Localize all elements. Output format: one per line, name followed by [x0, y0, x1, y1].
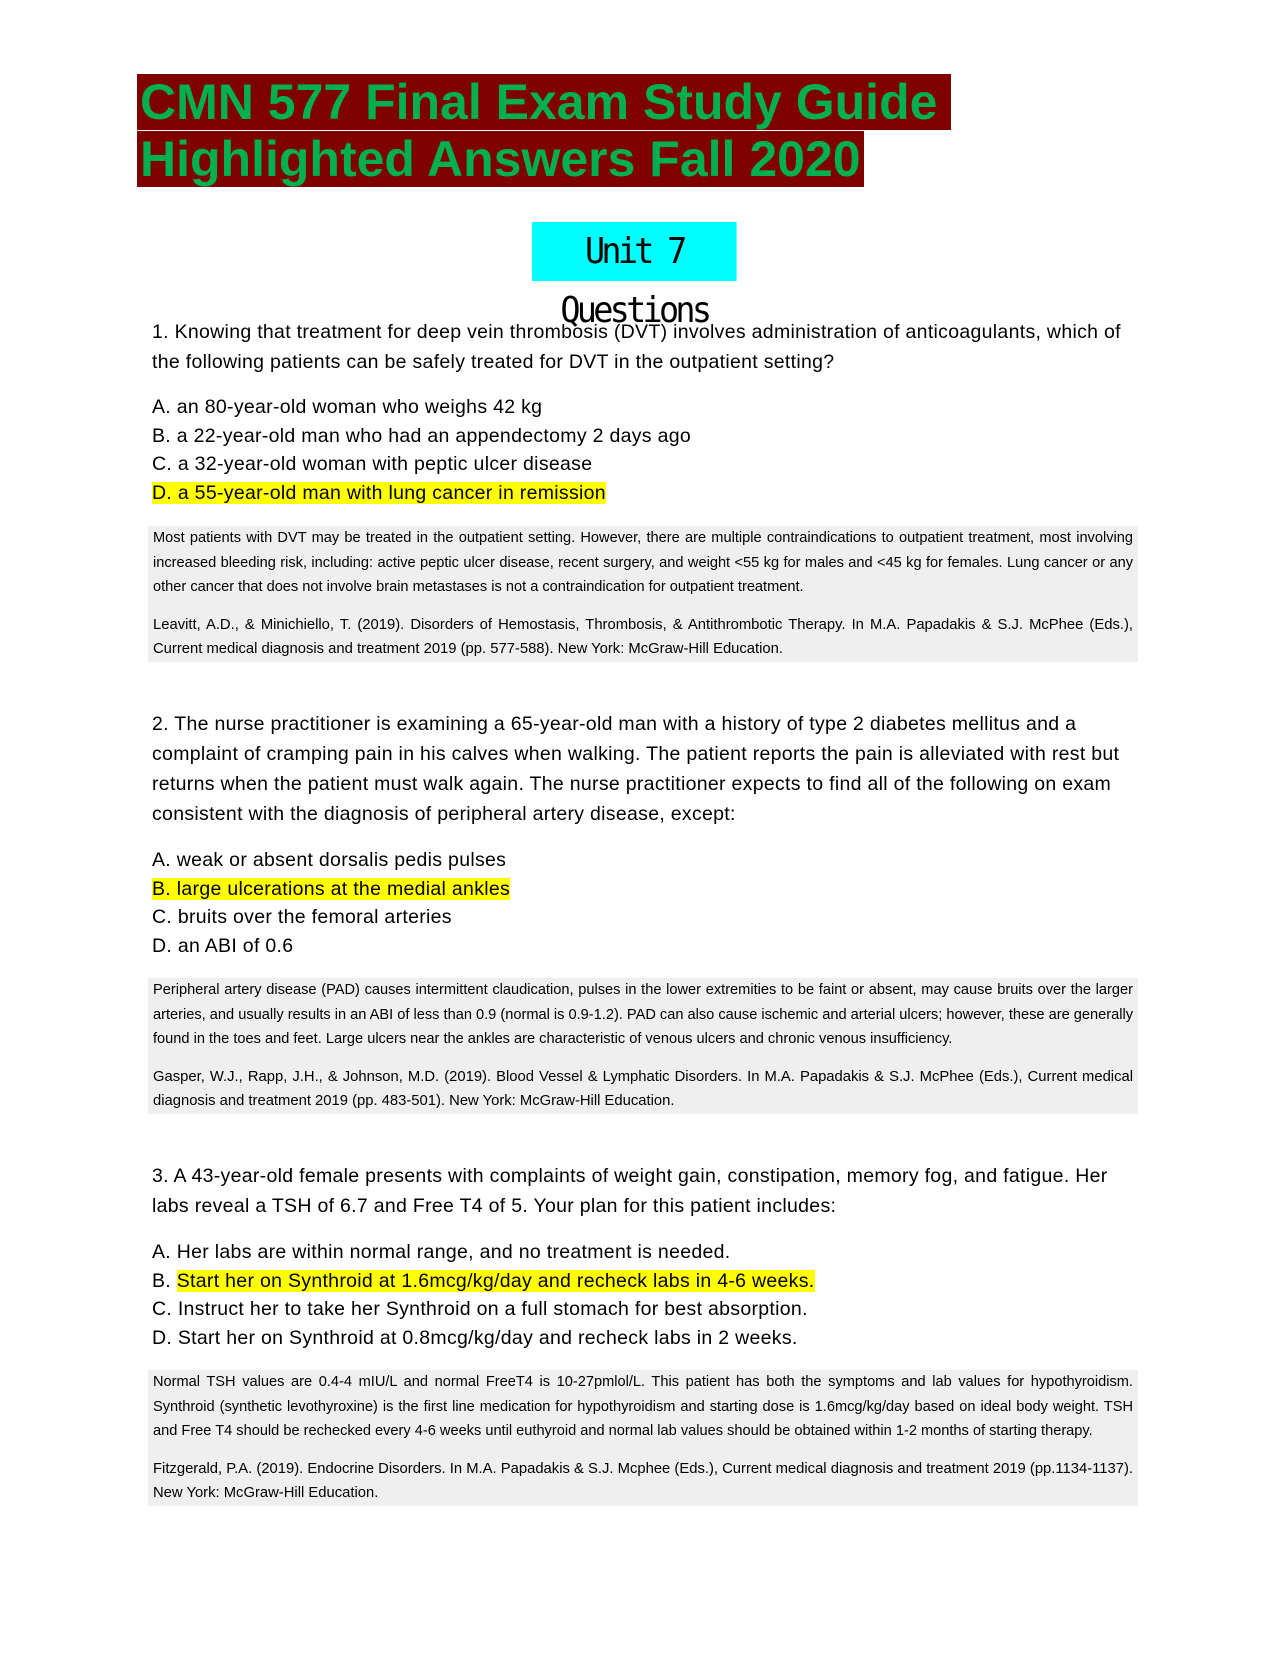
question-3-reference: Fitzgerald, P.A. (2019). Endocrine Disorders. In M.A. Papadakis & S.J. Mcphee (Eds.), Current medical diagnosis and treatment 2019 (pp.1134-1137). New York: McGraw-Hill Education. — [153, 1460, 1133, 1501]
question-1-explanation: Most patients with DVT may be treated in the outpatient setting. However, there are multiple contraindications to outpatient treatment, most involving increased bleeding risk, including: active peptic ulcer disease, recent surgery, and weight <55 kg for males and <45 kg for females. Lung cancer or any other cancer that does not involve brain metastases is not a contraindication for outpatient treatment. — [153, 530, 1133, 595]
question-3-options — [152, 1238, 1137, 1352]
question-1-reference: Leavitt, A.D., & Minichiello, T. (2019). Disorders of Hemostasis, Thrombosis, & Antithrombotic Therapy. In M.A. Papadakis & S.J. McPhee (Eds.), Current medical diagnosis and treatment 2019 (pp. 577-588). New York: McGraw-Hill Education. — [153, 616, 1133, 657]
question-1-option-d-answer: D. a 55-year-old man with lung cancer in remission — [152, 481, 606, 504]
question-2-option-c: C. bruits over the femoral arteries — [152, 906, 452, 928]
question-1-option-c: C. a 32-year-old woman with peptic ulcer disease — [152, 453, 593, 475]
question-2-option-a: A. weak or absent dorsalis pedis pulses — [152, 849, 507, 871]
document-title — [137, 74, 957, 188]
question-2-options — [152, 846, 1137, 960]
question-1-option-b: B. a 22-year-old man who had an appendectomy 2 days ago — [152, 424, 692, 447]
question-3-option-b-answer: Start her on Synthroid at 1.6mcg/kg/day and recheck labs in 4-6 weeks. — [176, 1269, 815, 1292]
question-3-option-d: D. Start her on Synthroid at 0.8mcg/kg/day and recheck labs in 2 weeks. — [152, 1326, 798, 1349]
question-2-reference: Gasper, W.J., Rapp, J.H., & Johnson, M.D. (2019). Blood Vessel & Lymphatic Disorders. In M.A. Papadakis & S.J. McPhee (Eds.), Current medical diagnosis and treatment 2019 (pp. 483-501). New York: McGraw-Hill Education. — [153, 1068, 1133, 1109]
question-2-explanation: Peripheral artery disease (PAD) causes intermittent claudication, pulses in the lower extremities to be faint or absent, may cause bruits over the larger arteries, and usually results in an ABI of less than 0.9 (normal is 0.9-1.2). PAD can also cause ischemic and arterial ulcers; however, these are generally found in the toes and feet. Large ulcers near the ankles are characteristic of venous ulcers and chronic venous insufficiency. — [153, 982, 1133, 1047]
question-3-explanation-box — [148, 1370, 1138, 1506]
question-2-option-d: D. an ABI of 0.6 — [152, 934, 294, 957]
question-3-explanation: Normal TSH values are 0.4-4 mIU/L and normal FreeT4 is 10-27pmlol/L. This patient has both the symptoms and lab values for hypothyroidism. Synthroid (synthetic levothyroxine) is the first line medication for hypothyroidism and starting dose is 1.6mcg/kg/day based on ideal body weight. TSH and Free T4 should be rechecked every 4-6 weeks until euthyroid and normal lab values should be obtained within 1-2 months of starting therapy. — [153, 1374, 1133, 1439]
question-3-stem: 3. A 43-year-old female presents with complaints of weight gain, constipation, memory fog, and fatigue. Her labs reveal a TSH of 6.7 and Free T4 of 5. Your plan for this patient includes: — [152, 1165, 1108, 1217]
question-3-option-a: A. Her labs are within normal range, and no treatment is needed. — [152, 1241, 731, 1263]
unit-heading: Unit 7 Questions — [532, 222, 737, 281]
question-2-stem: 2. The nurse practitioner is examining a 65-year-old man with a history of type 2 diabetes mellitus and a complaint of cramping pain in his calves when walking. The patient reports the pain is alleviated with rest but returns when the patient must walk again. The nurse practitioner expects to find all of the following on exam consistent with the diagnosis of peripheral artery disease, except: — [152, 713, 1120, 825]
question-1-stem: 1. Knowing that treatment for deep vein thrombosis (DVT) involves administration of anticoagulants, which of the following patients can be safely treated for DVT in the outpatient setting? — [152, 321, 1121, 373]
title-line-1: CMN 577 Final Exam Study Guide — [137, 74, 951, 130]
question-1-options — [152, 393, 1137, 507]
question-2-option-b-answer: B. large ulcerations at the medial ankles — [152, 877, 511, 900]
question-3-option-c: C. Instruct her to take her Synthroid on a full stomach for best absorption. — [152, 1298, 808, 1320]
question-1-option-a: A. an 80-year-old woman who weighs 42 kg — [152, 396, 543, 418]
question-2-explanation-box — [148, 978, 1138, 1114]
title-line-2: Highlighted Answers Fall 2020 — [137, 131, 864, 187]
question-1-explanation-box — [148, 526, 1138, 662]
question-3-option-b-prefix: B. — [152, 1269, 177, 1292]
